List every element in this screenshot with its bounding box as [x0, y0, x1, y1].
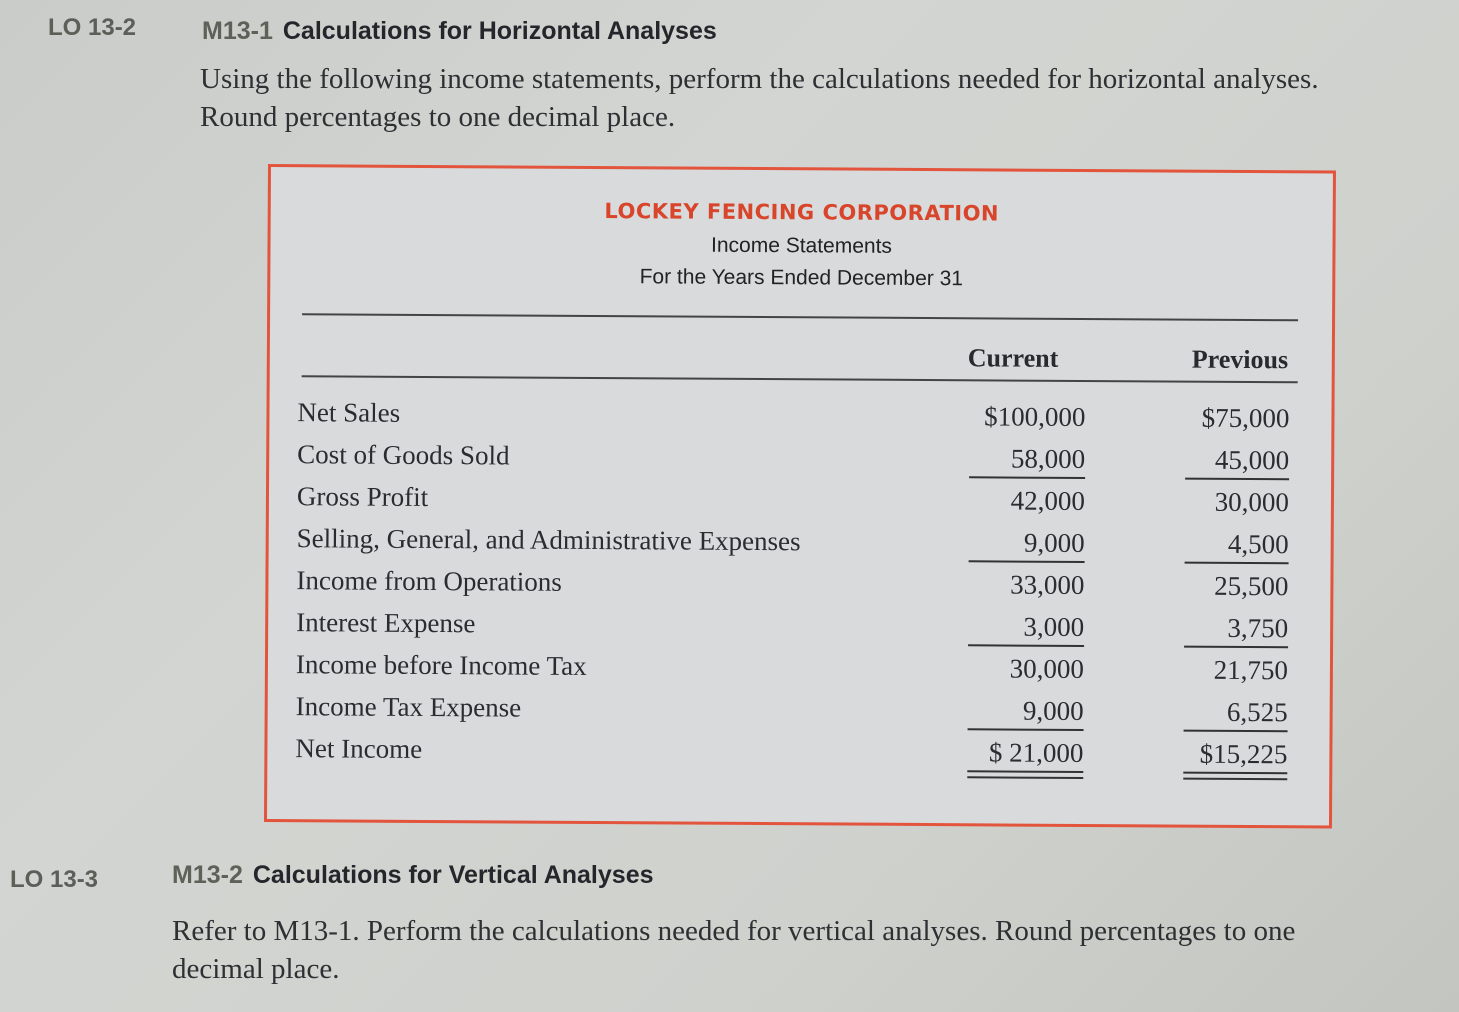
problem-title-text: Calculations for Horizontal Analyses	[282, 17, 717, 45]
row-label: Income before Income Tax	[295, 649, 587, 681]
previous-value: $15,225	[1183, 739, 1287, 771]
table-row	[296, 565, 1306, 613]
table-row	[295, 733, 1305, 781]
current-value: 9,000	[969, 527, 1085, 559]
current-value: 30,000	[1009, 653, 1085, 684]
problem-title-text: Calculations for Vertical Analyses	[252, 861, 654, 889]
current-value: 9,000	[968, 695, 1084, 727]
previous-value: 30,000	[1214, 486, 1290, 518]
table-row	[296, 691, 1306, 739]
current-value: $100,000	[984, 401, 1086, 432]
problem-instructions	[172, 912, 1295, 988]
previous-value: 4,500	[1185, 529, 1289, 561]
table-row	[297, 439, 1307, 487]
problem-number: M13-1	[202, 17, 273, 45]
row-label: Income from Operations	[296, 565, 562, 597]
table-row	[296, 649, 1306, 697]
learning-objective-label: LO 13-3	[10, 866, 99, 893]
row-label: Net Sales	[297, 397, 401, 428]
problem-title	[202, 17, 717, 46]
row-label: Income Tax Expense	[295, 691, 522, 723]
problem-instructions	[200, 60, 1319, 136]
current-value: 58,000	[969, 443, 1085, 475]
current-value: 33,000	[1010, 569, 1085, 600]
column-header-current: Current	[967, 343, 1059, 373]
current-value: 42,000	[1010, 485, 1086, 516]
statement-period: For the Years Ended December 31	[639, 265, 964, 291]
table-row	[297, 481, 1307, 529]
row-label: Cost of Goods Sold	[297, 439, 510, 471]
current-value: 3,000	[968, 611, 1084, 643]
problem-title	[172, 861, 654, 890]
table-row	[296, 607, 1306, 655]
previous-value: 21,750	[1213, 654, 1289, 686]
statement-title: Income Statements	[710, 233, 893, 258]
row-label: Interest Expense	[296, 607, 476, 639]
previous-value: $75,000	[1201, 402, 1290, 434]
current-value: $ 21,000	[967, 737, 1083, 769]
instructions-line: Refer to M13-1. Perform the calculations needed for vertical analyses. Round percentages to one	[172, 915, 1296, 947]
instructions-line: decimal place.	[172, 953, 340, 985]
row-label: Selling, General, and Administrative Expenses	[296, 523, 801, 557]
previous-value: 25,500	[1214, 570, 1289, 602]
header-divider	[302, 313, 1298, 321]
row-label: Net Income	[295, 733, 423, 764]
table-row	[297, 397, 1307, 445]
company-name: LOCKEY FENCING CORPORATION	[604, 199, 1000, 226]
income-statement-panel	[264, 164, 1336, 829]
problem-number: M13-2	[172, 861, 243, 889]
column-header-divider	[302, 375, 1298, 383]
previous-value: 3,750	[1184, 613, 1288, 645]
table-row	[297, 523, 1307, 571]
column-header-previous: Previous	[1191, 344, 1289, 375]
previous-value: 6,525	[1184, 697, 1288, 729]
learning-objective-label: LO 13-2	[48, 14, 137, 41]
previous-value: 45,000	[1185, 445, 1289, 477]
instructions-line: Using the following income statements, perform the calculations needed for horizontal analyses.	[200, 63, 1319, 95]
instructions-line: Round percentages to one decimal place.	[200, 101, 676, 133]
row-label: Gross Profit	[296, 481, 429, 512]
